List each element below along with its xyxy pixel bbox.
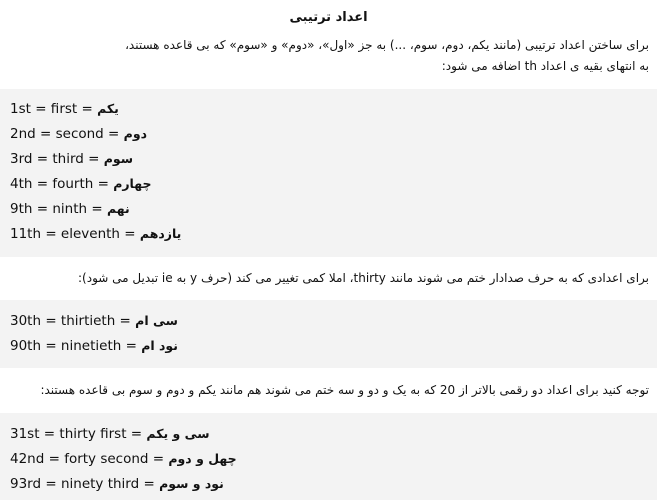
example-english: 9th = ninth = <box>10 201 107 217</box>
example-persian: چهارم <box>113 176 152 191</box>
example-row <box>10 336 178 356</box>
example-english: 3rd = third = <box>10 151 104 167</box>
example-persian: یکم <box>97 101 119 116</box>
example-row <box>10 149 133 169</box>
intro-line-1: برای ساختن اعداد ترتیبی (مانند یکم، دوم، سوم، ...) به جز «اول»، «دوم» و «سوم» که بی قاعده هستند، <box>125 38 649 52</box>
example-row <box>10 174 152 194</box>
example-persian: سی ام <box>135 313 178 328</box>
example-english: 2nd = second = <box>10 126 124 142</box>
intro-paragraph <box>8 35 649 77</box>
intro-line-2: به انتهای بقیه ی اعداد th اضافه می شود: <box>441 59 649 73</box>
example-english: 31st = thirty first = <box>10 426 147 442</box>
example-row <box>10 474 224 494</box>
example-row <box>10 124 147 144</box>
example-persian: نود ام <box>141 338 178 353</box>
example-row <box>10 311 178 331</box>
example-persian: نود و سوم <box>159 476 224 491</box>
example-english: 30th = thirtieth = <box>10 313 136 329</box>
example-english: 4th = fourth = <box>10 176 114 192</box>
example-english: 90th = ninetieth = <box>10 338 142 354</box>
example-persian: نهم <box>106 201 130 216</box>
example-row <box>10 424 210 444</box>
example-english: 42nd = forty second = <box>10 451 169 467</box>
page-title: اعداد ترتیبی <box>289 10 368 25</box>
example-english: 93rd = ninety third = <box>10 476 160 492</box>
example-english: 11th = eleventh = <box>10 226 140 242</box>
example-persian: سوم <box>103 151 134 166</box>
example-row <box>10 224 181 244</box>
vowel-spelling-paragraph: برای اعدادی که به حرف صدادار ختم می شوند مانند thirty، املا کمی تغییر می کند (حرف y به ie تبدیل می شود): <box>78 271 649 285</box>
two-digit-paragraph: توجه کنید برای اعداد دو رقمی بالاتر از 20 که به یک و دو و سه ختم می شوند هم مانند یکم و دوم و سوم بی قاعده هستند: <box>40 383 649 397</box>
example-english: 1st = first = <box>10 101 98 117</box>
example-row <box>10 99 119 119</box>
examples-box-two-digit <box>0 413 657 500</box>
example-persian: یازدهم <box>139 226 182 241</box>
example-persian: چهل و دوم <box>168 451 237 466</box>
example-row <box>10 449 237 469</box>
example-row <box>10 199 130 219</box>
example-persian: سی و یکم <box>146 426 210 441</box>
example-persian: دوم <box>123 126 148 141</box>
examples-box-vowel <box>0 300 657 368</box>
examples-box-regular <box>0 89 657 257</box>
